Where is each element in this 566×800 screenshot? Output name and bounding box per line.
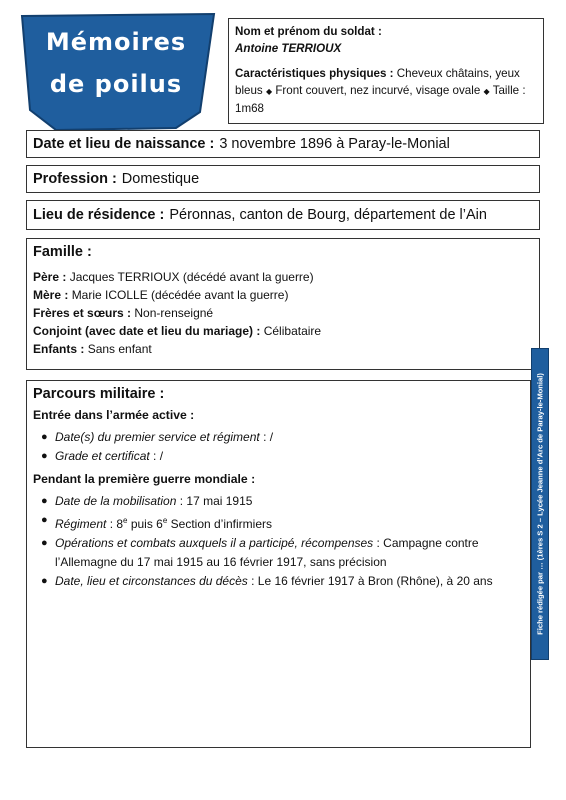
war-title: Pendant la première guerre mondiale : [33, 472, 256, 486]
family-box [26, 238, 540, 370]
children-line [33, 340, 533, 358]
active-army-title: Entrée dans l’armée active : [33, 408, 195, 422]
mother-line [33, 286, 533, 304]
list-item [41, 572, 524, 591]
mother-value: Marie ICOLLE (décédée avant la guerre) [71, 288, 289, 302]
children-label: Enfants : [33, 342, 85, 356]
siblings-value: Non-renseigné [134, 306, 214, 320]
physical-part1: Cheveux châtains, yeux bleus [235, 67, 520, 97]
physical-part3: Taille : 1m68 [235, 84, 526, 115]
war-list [33, 492, 524, 591]
bullet-icon: ● [41, 431, 48, 443]
author-sidebar-text: Fiche rédigée par … (1ères S 2 – Lycée Jeanne d’Arc de Paray-le-Monial) [535, 373, 545, 635]
residence-box [26, 200, 540, 230]
death-value: : Le 16 février 1917 à Bron (Rhône), à 20 ans [247, 574, 493, 588]
bullet-icon: ● [41, 450, 48, 462]
grade-value: : / [149, 449, 164, 463]
family-title: Famille : [33, 244, 92, 260]
mobilisation-label: Date de la mobilisation [55, 494, 177, 508]
list-item [41, 511, 524, 534]
father-value: Jacques TERRIOUX (décédé avant la guerre) [69, 270, 314, 284]
bullet-icon: ● [41, 575, 48, 587]
spouse-value: Célibataire [263, 324, 322, 338]
bullet-icon: ● [41, 514, 48, 526]
regiment-label: Régiment [55, 517, 107, 531]
military-career-box [26, 380, 531, 748]
profession-value: Domestique [121, 171, 200, 187]
regiment-sup-1: e [123, 516, 128, 525]
residence-value: Péronnas, canton de Bourg, département de l’Ain [169, 207, 487, 223]
separator-1: ◆ [265, 87, 273, 96]
soldier-info-box [228, 18, 544, 124]
physical-characteristics [235, 65, 537, 117]
siblings-label: Frères et sœurs : [33, 306, 132, 320]
service-value: : / [259, 430, 274, 444]
birth-label: Date et lieu de naissance : [33, 136, 215, 152]
operations-label: Opérations et combats auxquels il a participé, récompenses [55, 536, 374, 550]
father-label: Père : [33, 270, 67, 284]
military-title: Parcours militaire : [33, 386, 165, 402]
soldier-name: Antoine TERRIOUX [235, 42, 342, 55]
children-value: Sans enfant [87, 342, 152, 356]
separator-2: ◆ [483, 87, 490, 96]
list-item [41, 492, 524, 511]
death-label: Date, lieu et circonstances du décès [55, 574, 248, 588]
profession-label: Profession : [33, 171, 117, 187]
bullet-icon: ● [41, 495, 48, 507]
regiment-sup-2: e [162, 516, 168, 525]
soldier-name-label: Nom et prénom du soldat : [235, 25, 382, 38]
regiment-mid: puis 6 [127, 517, 163, 531]
mobilisation-value: : 17 mai 1915 [176, 494, 253, 508]
physical-part2: Front couvert, nez incurvé, visage ovale [275, 84, 481, 97]
logo-title-line1: Mémoires [45, 28, 187, 56]
bullet-icon: ● [41, 537, 48, 549]
father-line [33, 268, 533, 286]
mother-label: Mère : [33, 288, 69, 302]
list-item [41, 534, 524, 572]
physical-label: Caractéristiques physiques : [235, 67, 394, 80]
siblings-line [33, 304, 533, 322]
spouse-label: Conjoint (avec date et lieu du mariage) : [33, 324, 261, 338]
logo [16, 10, 222, 132]
operations-value: : Campagne contre l’Allemagne du 17 mai 1915 au 16 février 1917, sans précision [55, 536, 479, 569]
residence-label: Lieu de résidence : [33, 207, 165, 223]
birth-box [26, 130, 540, 158]
service-label: Date(s) du premier service et régiment [55, 430, 260, 444]
profession-box [26, 165, 540, 193]
regiment-pre: : 8 [106, 517, 124, 531]
logo-title-line2: de poilus [49, 70, 183, 98]
list-item [41, 428, 524, 447]
grade-label: Grade et certificat [55, 449, 150, 463]
regiment-post: Section d’infirmiers [167, 517, 273, 531]
active-army-list [33, 428, 524, 466]
birth-value: 3 novembre 1896 à Paray-le-Monial [219, 136, 450, 152]
spouse-line [33, 322, 533, 340]
list-item [41, 447, 524, 466]
author-sidebar [531, 348, 549, 660]
